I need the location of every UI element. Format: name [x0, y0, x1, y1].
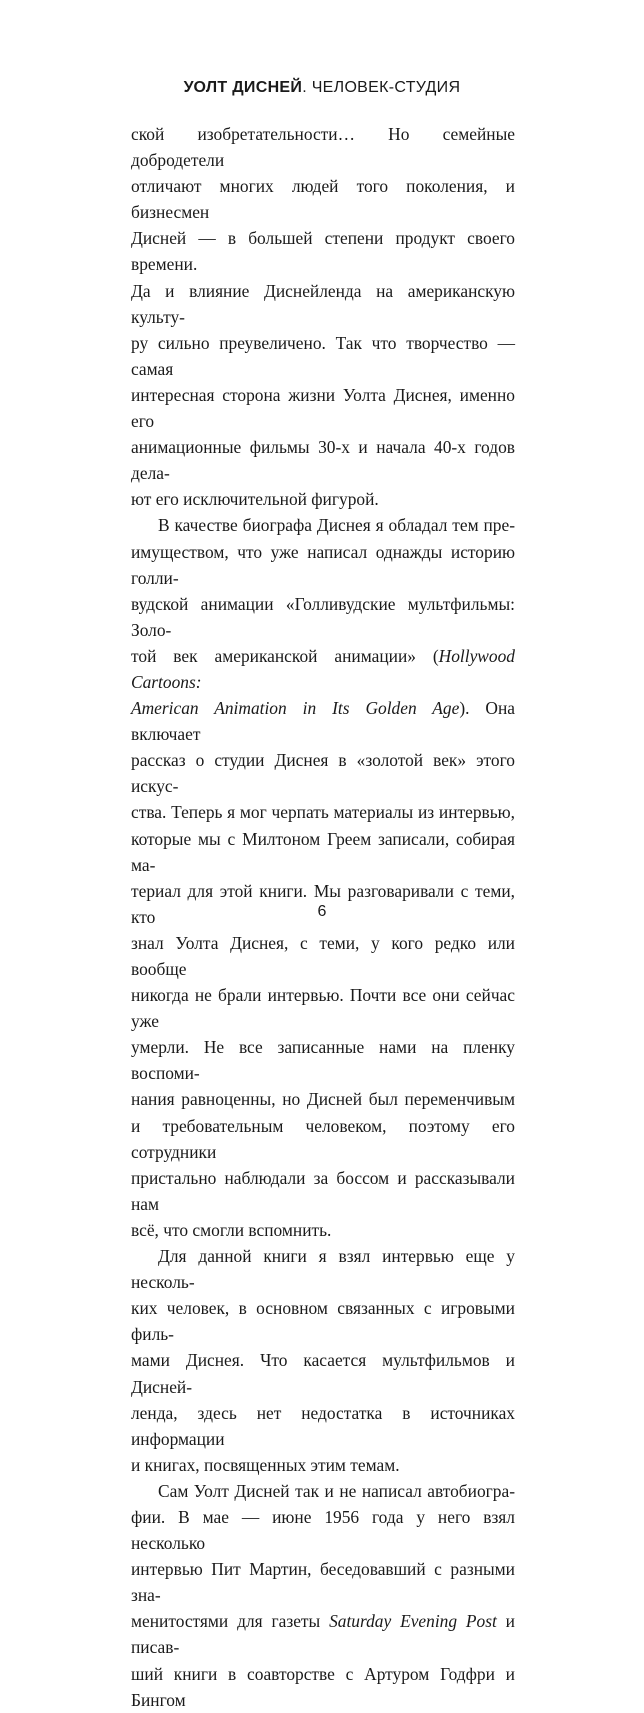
- running-head-title: ЧЕЛОВЕК-СТУДИЯ: [311, 79, 461, 96]
- text-line: Да и влияние Диснейленда на американскую культу-: [131, 280, 515, 327]
- book-title-english: American Animation in Its Golden Age: [131, 698, 460, 719]
- text-line: анимационные фильмы 30-х и начала 40-х годов дела-: [131, 437, 515, 484]
- running-head-author: УОЛТ ДИСНЕЙ: [183, 79, 303, 96]
- text-line: Дисней — в большей степени продукт своего времени.: [131, 228, 515, 275]
- text-line: интересная сторона жизни Уолта Диснея, именно его: [131, 384, 515, 432]
- text-line: Сам Уолт Дисней так и не написал автобиогра-: [158, 1480, 515, 1501]
- text-line: ской изобретательности… Но семейные добродетели: [131, 124, 515, 171]
- paragraph-4: [131, 1478, 515, 1713]
- text-line: [131, 643, 515, 695]
- text-line: В качестве биографа Диснея я обладал тем пре-: [158, 515, 515, 536]
- paragraph-2: [131, 512, 515, 1243]
- text-line: отличают многих людей того поколения, и бизнесмен: [131, 176, 515, 223]
- text-line: [131, 695, 515, 747]
- text-line: ленда, здесь нет недостатка в источниках информации: [131, 1402, 515, 1449]
- running-head: [0, 78, 644, 98]
- text-fragment: и писав-: [131, 1611, 515, 1658]
- text-line: ру сильно преувеличено. Так что творчество — самая: [131, 332, 515, 379]
- text-line: интервью Пит Мартин, беседовавший с разными зна-: [131, 1559, 515, 1606]
- paragraph-1: [131, 121, 515, 512]
- text-line: мами Диснея. Что касается мультфильмов и Дисней-: [131, 1350, 515, 1397]
- text-line: которые мы с Милтоном Греем записали, собирая ма-: [131, 828, 515, 875]
- text-line: вудской анимации «Голливудские мультфильмы: Золо-: [131, 593, 515, 640]
- text-fragment: ). Она включает: [131, 698, 515, 745]
- text-line: ких человек, в основном связанных с игровыми филь-: [131, 1298, 515, 1345]
- text-line: знал Уолта Диснея, с теми, у кого редко или вообще: [131, 932, 515, 979]
- text-line: всё, что смогли вспомнить.: [131, 1219, 332, 1240]
- text-line: умерли. Не все записанные нами на пленку воспоми-: [131, 1037, 515, 1084]
- text-line: ют его исключительной фигурой.: [131, 489, 379, 510]
- text-line: нания равноценны, но Дисней был переменчивым: [131, 1089, 515, 1110]
- text-line: ства. Теперь я мог черпать материалы из интервью,: [131, 802, 515, 823]
- running-head-separator: .: [302, 79, 312, 96]
- page-number: 6: [317, 903, 327, 920]
- text-line: [131, 1608, 515, 1660]
- text-fragment: той век американской анимации» (: [131, 645, 439, 666]
- text-line: фии. В мае — июне 1956 года у него взял несколько: [131, 1506, 515, 1554]
- text-line: Для данной книги я взял интервью еще у несколь-: [131, 1246, 515, 1293]
- paragraph-3: [131, 1243, 515, 1478]
- text-fragment: менитостями для газеты: [131, 1611, 330, 1632]
- text-line: никогда не брали интервью. Почти все они сейчас уже: [131, 985, 515, 1032]
- text-line: и требовательным человеком, поэтому его сотрудники: [131, 1115, 515, 1162]
- text-line: имуществом, что уже написал однажды историю голли-: [131, 541, 515, 588]
- text-line: пристально наблюдали за боссом и рассказывали нам: [131, 1167, 515, 1214]
- newspaper-title: Saturday Evening Post: [329, 1611, 497, 1632]
- text-line: рассказ о студии Диснея в «золотой век» этого искус-: [131, 750, 515, 797]
- text-line: ший книги в соавторстве с Артуром Годфри и Бингом: [131, 1663, 515, 1710]
- text-line: териал для этой книги. Мы разговаривали с теми, кто: [131, 880, 515, 927]
- text-line: и книгах, посвященных этим темам.: [131, 1454, 400, 1475]
- book-title-english: Hollywood Cartoons:: [131, 645, 515, 692]
